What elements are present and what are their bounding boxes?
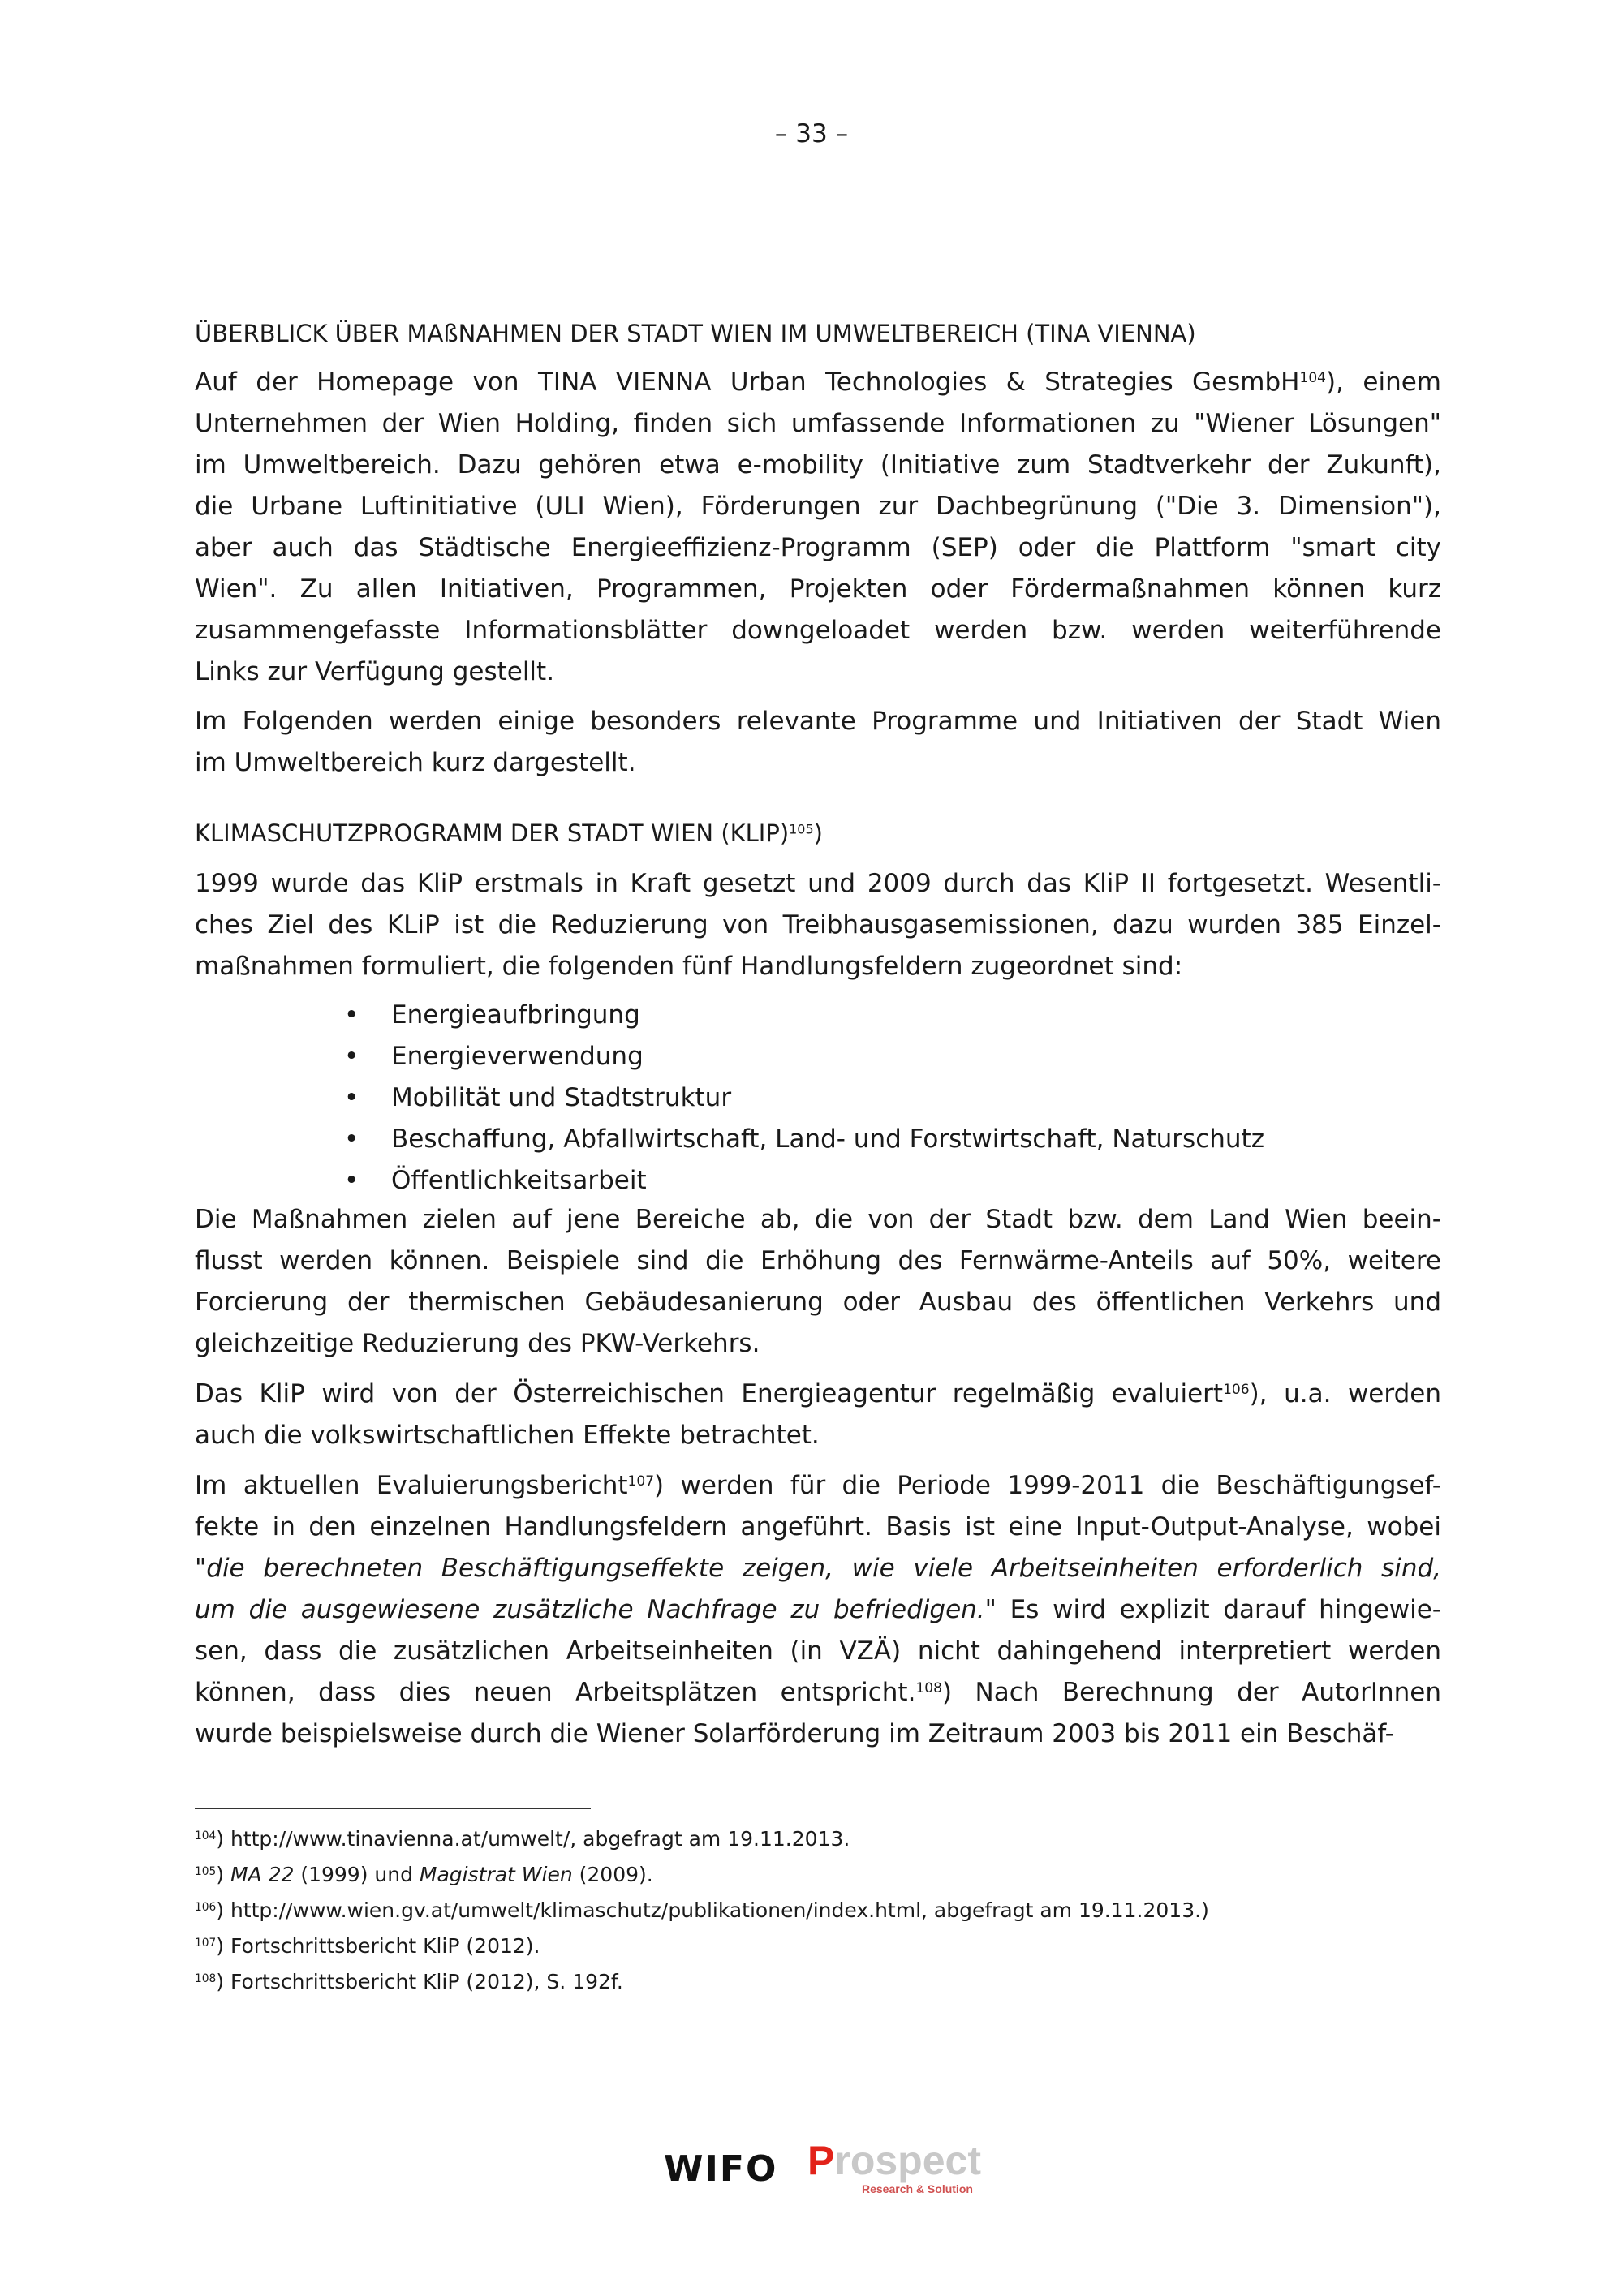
text-line: ches Ziel des KLiP ist die Reduzierung von Treibhausgasemissionen, dazu wurden 385 Einzel-	[195, 910, 1441, 939]
text-segment: ), einem	[1326, 368, 1441, 397]
text-line: fekte in den einzelnen Handlungsfeldern angeführt. Basis ist eine Input-Output-Analyse, wobei	[195, 1512, 1441, 1541]
bullet-item	[195, 1077, 1264, 1119]
text-segment: ) http://www.tinavienna.at/umwelt/, abgefragt am 19.11.2013.	[216, 1827, 850, 1851]
text-segment: Auf der Homepage von TINA VIENNA Urban Technologies & Strategies GesmbH	[195, 368, 1300, 397]
text-segment: "	[195, 1554, 207, 1583]
text-line: flusst werden können. Beispiele sind die Erhöhung des Fernwärme-Anteils auf 50%, weitere	[195, 1246, 1441, 1275]
paragraph-employment-effects	[195, 1465, 1441, 1755]
italic-text: Magistrat Wien	[419, 1863, 573, 1886]
wifo-logo: WIFO	[664, 2148, 778, 2190]
text-segment: ) Fortschrittsbericht KliP (2012), S. 192f.	[216, 1970, 623, 1993]
text-line: Wien". Zu allen Initiativen, Programmen, Projekten oder Fördermaßnahmen können kurz	[195, 574, 1441, 604]
footnotes	[195, 1821, 1209, 2000]
footer-logos	[0, 2138, 1623, 2207]
text-line	[195, 1928, 1209, 1964]
text-line: Im Folgenden werden einige besonders relevante Programme und Initiativen der Stadt Wien	[195, 707, 1441, 736]
text-segment: )	[216, 1863, 230, 1886]
prospect-logo-p: P	[807, 2138, 835, 2183]
text-segment: ) Nach Berechnung der AutorInnen	[941, 1678, 1441, 1707]
bullet-text: Beschaffung, Abfallwirtschaft, Land- und Forstwirtschaft, Naturschutz	[391, 1124, 1264, 1154]
footnote-ref: 105	[195, 1864, 217, 1878]
text-line	[195, 1857, 1209, 1893]
text-line: wurde beispielsweise durch die Wiener Solarförderung im Zeitraum 2003 bis 2011 ein Beschäf-	[195, 1719, 1394, 1748]
footnote-ref: 104	[195, 1829, 217, 1842]
prospect-logo-text: rospect	[834, 2138, 981, 2183]
text-line: Links zur Verfügung gestellt.	[195, 657, 555, 686]
footnote-ref: 106	[195, 1900, 217, 1914]
text-line: aber auch das Städtische Energieeffizienz-Programm (SEP) oder die Plattform "smart city	[195, 533, 1441, 562]
bullet-text: Mobilität und Stadtstruktur	[391, 1083, 732, 1112]
text-line: Forcierung der thermischen Gebäudesanierung oder Ausbau des öffentlichen Verkehrs und	[195, 1288, 1441, 1317]
text-segment: können, dass dies neuen Arbeitsplätzen entspricht.	[195, 1678, 916, 1707]
text-line: Die Maßnahmen zielen auf jene Bereiche ab, die von der Stadt bzw. dem Land Wien beein-	[195, 1205, 1441, 1234]
italic-text: die berechneten Beschäftigungseffekte zeigen, wie viele Arbeitseinheiten erforderlich sind,	[206, 1554, 1441, 1583]
text-line: maßnahmen formuliert, die folgenden fünf Handlungsfeldern zugeordnet sind:	[195, 952, 1183, 981]
text-segment: Im aktuellen Evaluierungsbericht	[195, 1471, 628, 1500]
bullet-icon: •	[344, 1124, 359, 1154]
italic-text: MA 22	[230, 1863, 295, 1886]
bullet-text: Öffentlichkeitsarbeit	[391, 1166, 647, 1195]
bullet-icon: •	[344, 1166, 359, 1195]
text-segment: " Es wird explizit darauf hingewie-	[984, 1595, 1441, 1624]
text-segment: (1999) und	[294, 1863, 420, 1886]
text-segment: Das KliP wird von der Österreichischen Energieagentur regelmäßig evaluiert	[195, 1379, 1224, 1408]
italic-text: um die ausgewiesene zusätzliche Nachfrage zu befriedigen.	[195, 1595, 985, 1624]
text-segment: KLIMASCHUTZPROGRAMM DER STADT WIEN (KLIP)	[195, 819, 790, 847]
paragraph-klip-intro	[195, 863, 1441, 987]
text-line: Unternehmen der Wien Holding, finden sich umfassende Informationen zu "Wiener Lösungen"	[195, 409, 1441, 438]
text-segment: ) werden für die Periode 1999-2011 die Beschäftigungsef-	[654, 1471, 1441, 1500]
text-line	[195, 1893, 1209, 1928]
paragraph-measures	[195, 1199, 1441, 1365]
footnote-ref: 104	[1299, 369, 1326, 386]
prospect-logo	[807, 2137, 981, 2184]
text-line	[195, 1964, 1209, 2000]
text-line	[195, 1374, 1441, 1415]
footnote-divider	[195, 1808, 591, 1809]
paragraph-evaluation	[195, 1374, 1441, 1456]
text-line: im Umweltbereich. Dazu gehören etwa e-mobility (Initiative zum Stadtverkehr der Zukunft),	[195, 450, 1441, 479]
bullet-icon: •	[344, 1000, 359, 1030]
text-line	[195, 1465, 1441, 1507]
text-segment: (2009).	[572, 1863, 653, 1886]
prospect-logo-subtitle: Research & Solution	[862, 2182, 973, 2195]
footnote-ref: 108	[195, 1971, 217, 1985]
text-line: die Urbane Luftinitiative (ULI Wien), Förderungen zur Dachbegrünung ("Die 3. Dimension"),	[195, 492, 1441, 521]
paragraph-tina-intro	[195, 362, 1441, 693]
text-line: auch die volkswirtschaftlichen Effekte betrachtet.	[195, 1421, 820, 1450]
bullet-item	[195, 1119, 1264, 1160]
bullet-icon: •	[344, 1042, 359, 1071]
text-line: sen, dass die zusätzlichen Arbeitseinheiten (in VZÄ) nicht dahingehend interpretiert werden	[195, 1636, 1441, 1666]
bullet-item	[195, 1036, 1264, 1077]
text-line: 1999 wurde das KliP erstmals in Kraft gesetzt und 2009 durch das KliP II fortgesetzt. Wesentli-	[195, 869, 1441, 898]
text-line: gleichzeitige Reduzierung des PKW-Verkehrs.	[195, 1329, 760, 1358]
text-line	[195, 362, 1441, 403]
text-line	[195, 1589, 1441, 1631]
bullet-text: Energieverwendung	[391, 1042, 644, 1071]
footnote-ref: 106	[1223, 1381, 1250, 1398]
section-heading-tina-vienna: ÜBERBLICK ÜBER MAßNAHMEN DER STADT WIEN IM UMWELTBEREICH (TINA VIENNA)	[195, 320, 1196, 347]
text-segment: ) http://www.wien.gv.at/umwelt/klimaschutz/publikationen/index.html, abgefragt am 19.11.2013.)	[216, 1898, 1209, 1922]
footnote-ref: 107	[627, 1473, 655, 1490]
page-number: – 33 –	[774, 119, 849, 148]
text-line	[195, 1548, 1441, 1589]
bullet-text: Energieaufbringung	[391, 1000, 640, 1030]
text-line	[195, 1821, 1209, 1857]
bullet-icon: •	[344, 1083, 359, 1112]
text-segment: ), u.a. werden	[1249, 1379, 1441, 1408]
text-segment: )	[813, 819, 823, 847]
text-line	[195, 1672, 1441, 1713]
footnote-ref: 105	[789, 821, 814, 837]
bullet-list-action-fields	[195, 995, 1264, 1202]
footnote-ref: 107	[195, 1936, 217, 1950]
text-segment: ) Fortschrittsbericht KliP (2012).	[216, 1934, 540, 1958]
section-heading-klip	[195, 813, 1441, 854]
bullet-item	[195, 995, 1264, 1036]
paragraph-programs-intro	[195, 701, 1441, 784]
text-line: im Umweltbereich kurz dargestellt.	[195, 748, 636, 777]
footnote-ref: 108	[915, 1679, 942, 1696]
text-line: zusammengefasste Informationsblätter downgeloadet werden bzw. werden weiterführende	[195, 616, 1441, 645]
bullet-item	[195, 1160, 1264, 1202]
